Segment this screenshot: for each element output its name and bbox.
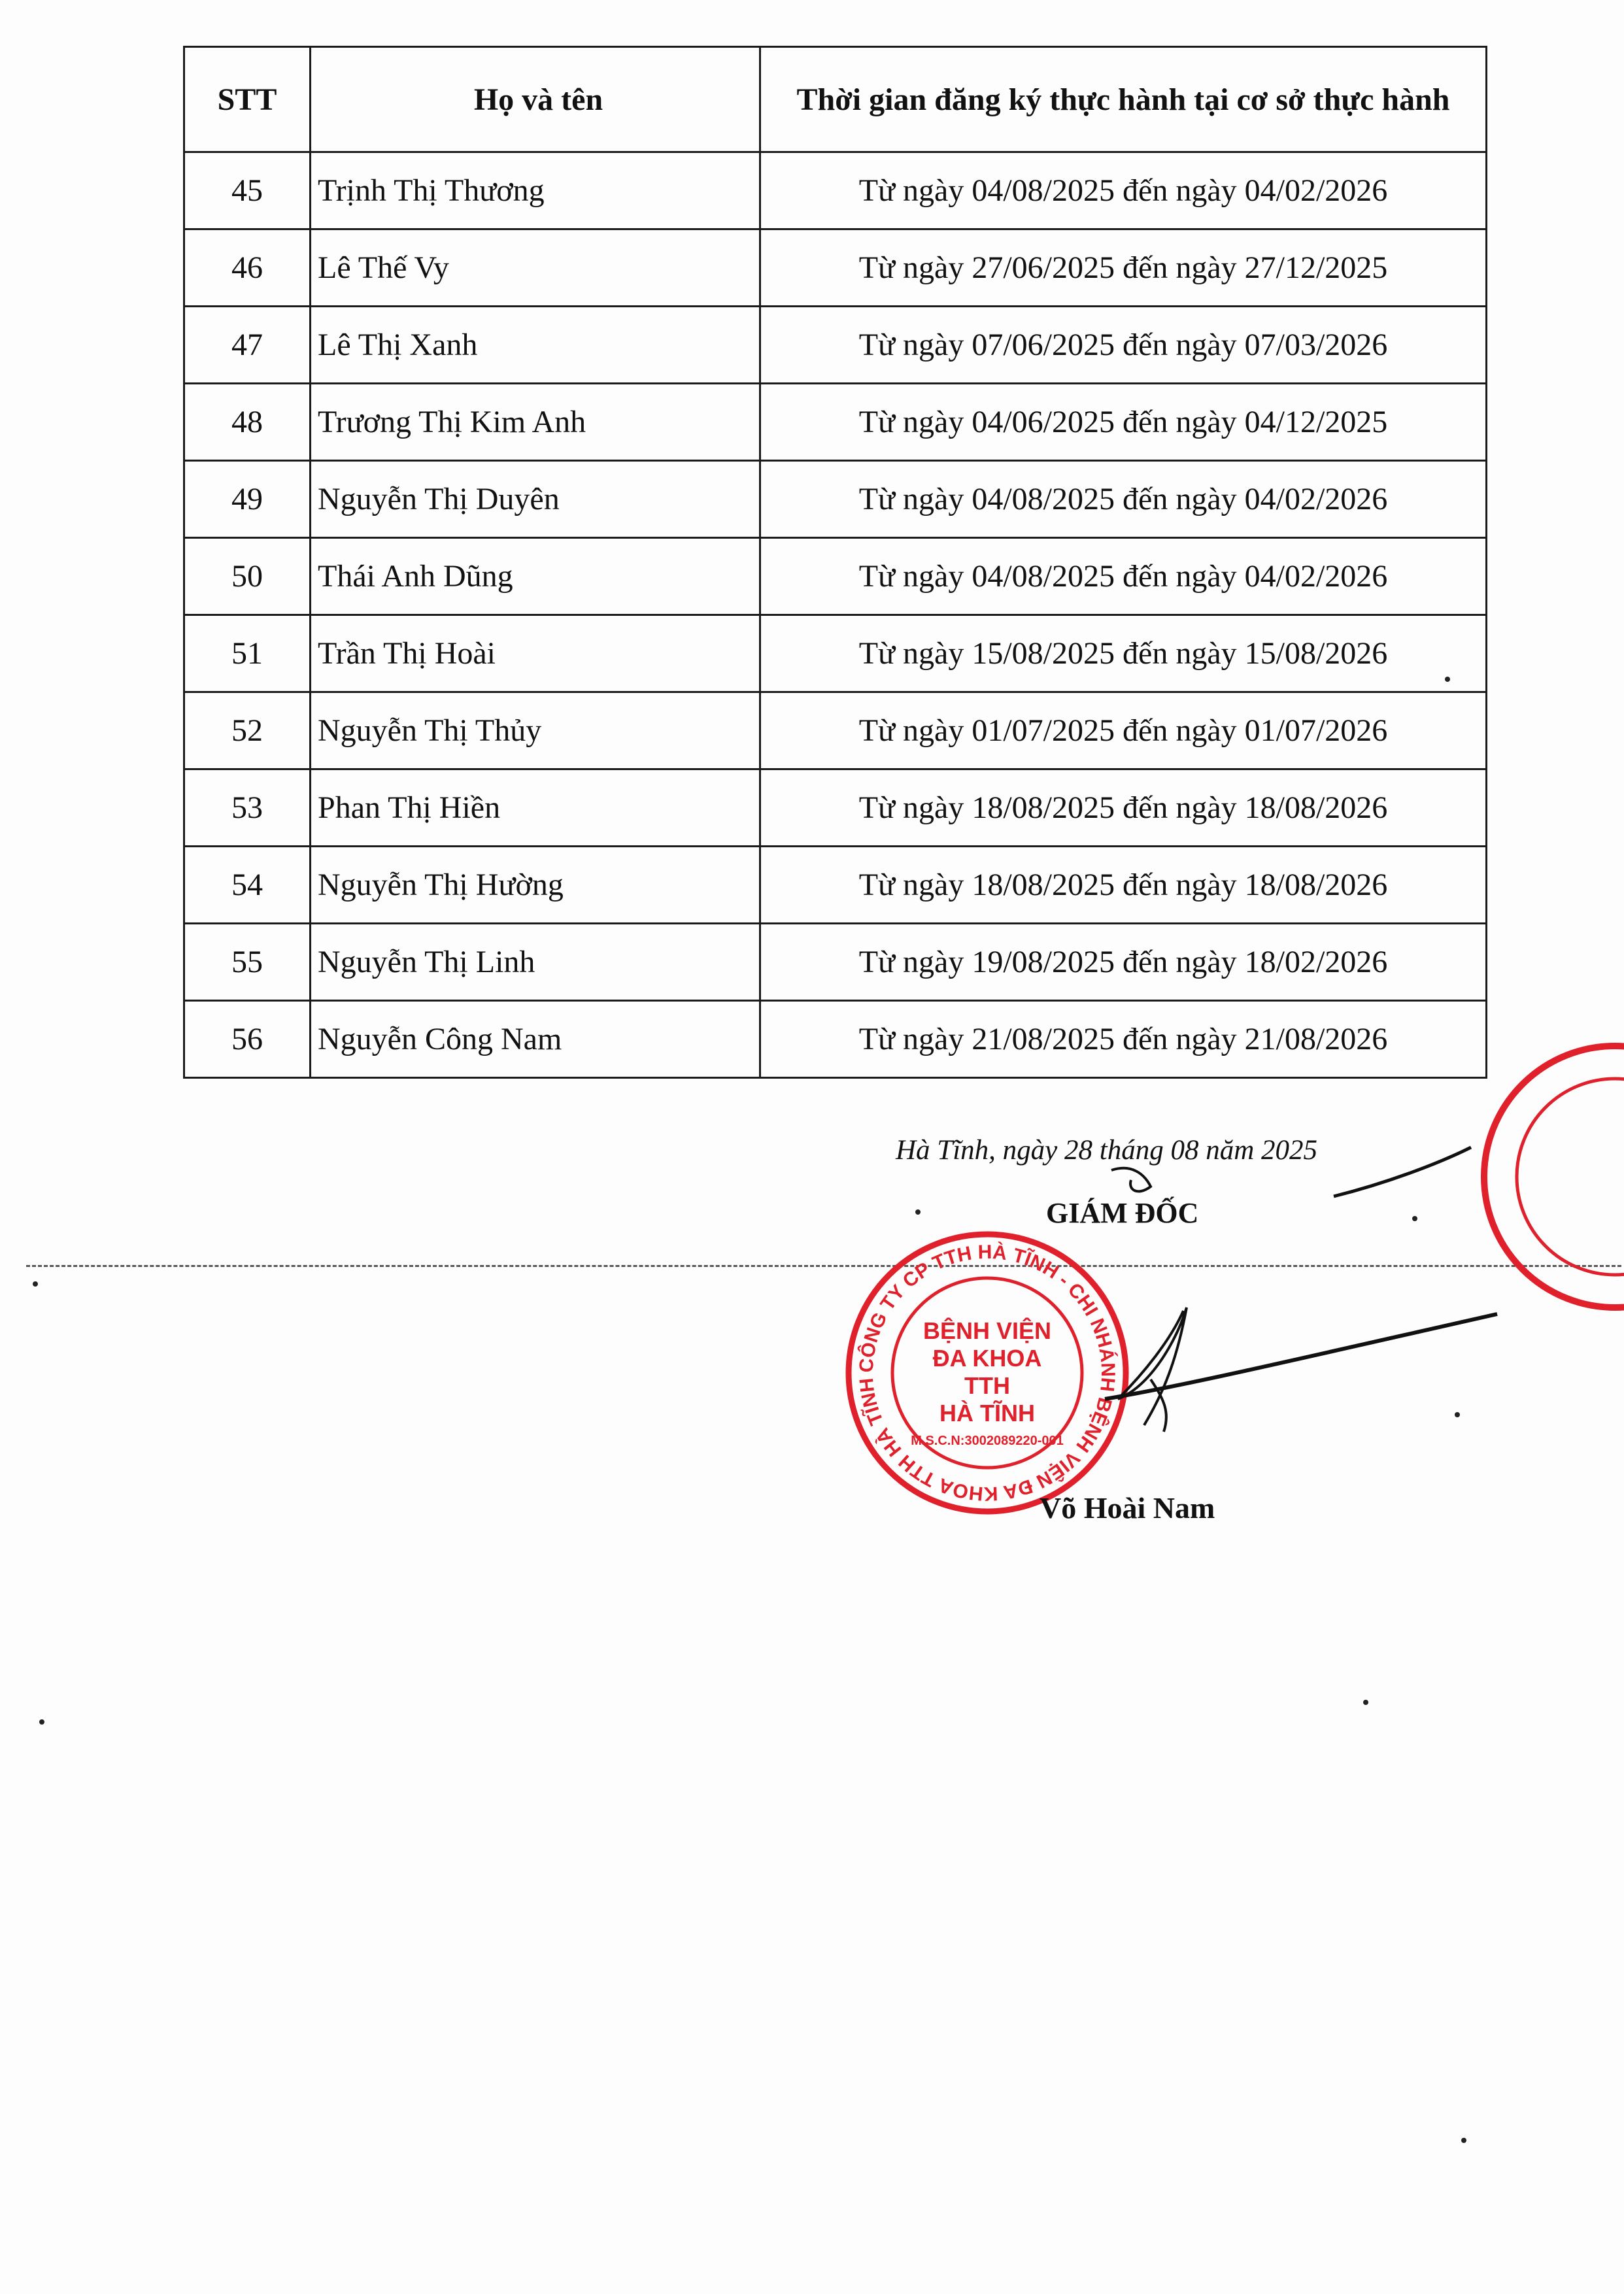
cell-time-range: Từ ngày 27/06/2025 đến ngày 27/12/2025 — [760, 229, 1487, 307]
scan-speck — [915, 1209, 921, 1215]
table-row — [184, 847, 1487, 924]
cell-stt: 53 — [184, 769, 311, 847]
cell-name: Lê Thế Vy — [311, 229, 760, 307]
table-row — [184, 1001, 1487, 1078]
cell-time-range: Từ ngày 04/06/2025 đến ngày 04/12/2025 — [760, 384, 1487, 461]
scan-speck — [1455, 1412, 1460, 1417]
scan-speck — [39, 1719, 44, 1725]
cell-time-range: Từ ngày 04/08/2025 đến ngày 04/02/2026 — [760, 461, 1487, 538]
cell-name: Nguyễn Thị Thủy — [311, 692, 760, 769]
cell-name: Nguyễn Thị Duyên — [311, 461, 760, 538]
cell-name: Lê Thị Xanh — [311, 307, 760, 384]
table-row — [184, 307, 1487, 384]
cell-time-range: Từ ngày 07/06/2025 đến ngày 07/03/2026 — [760, 307, 1487, 384]
header-time: Thời gian đăng ký thực hành tại cơ sở thực hành — [760, 47, 1487, 152]
cell-name: Trần Thị Hoài — [311, 615, 760, 692]
cell-name: Thái Anh Dũng — [311, 538, 760, 615]
cell-stt: 56 — [184, 1001, 311, 1078]
header-stt: STT — [184, 47, 311, 152]
cell-name: Trịnh Thị Thương — [311, 152, 760, 229]
cell-time-range: Từ ngày 18/08/2025 đến ngày 18/08/2026 — [760, 769, 1487, 847]
svg-text:BỆNH VIỆN: BỆNH VIỆN — [922, 1317, 1052, 1344]
cell-stt: 52 — [184, 692, 311, 769]
cell-name: Nguyễn Thị Hường — [311, 847, 760, 924]
table-row — [184, 692, 1487, 769]
table-row — [184, 538, 1487, 615]
cell-stt: 48 — [184, 384, 311, 461]
cell-stt: 51 — [184, 615, 311, 692]
cell-time-range: Từ ngày 19/08/2025 đến ngày 18/02/2026 — [760, 924, 1487, 1001]
cell-name: Nguyễn Thị Linh — [311, 924, 760, 1001]
cell-time-range: Từ ngày 04/08/2025 đến ngày 04/02/2026 — [760, 152, 1487, 229]
cell-stt: 49 — [184, 461, 311, 538]
cell-name: Phan Thị Hiền — [311, 769, 760, 847]
scan-speck — [1445, 677, 1450, 682]
cell-stt: 45 — [184, 152, 311, 229]
header-name: Họ và tên — [311, 47, 760, 152]
scan-speck — [1461, 2138, 1466, 2143]
cell-time-range: Từ ngày 18/08/2025 đến ngày 18/08/2026 — [760, 847, 1487, 924]
svg-text:CÔNG TY CP TTH HÀ TĨNH - CHI N: CÔNG TY CP TTH HÀ TĨNH - CHI NHÁNH BỆNH VIỆN ĐA KHOA TTH HÀ TĨNH — [855, 1241, 1119, 1505]
date-line: Hà Tĩnh, ngày 28 tháng 08 năm 2025 — [896, 1135, 1317, 1166]
cell-stt: 50 — [184, 538, 311, 615]
cell-time-range: Từ ngày 01/07/2025 đến ngày 01/07/2026 — [760, 692, 1487, 769]
svg-text:M.S.C.N:3002089220-001: M.S.C.N:3002089220-001 — [911, 1434, 1064, 1448]
table-row — [184, 461, 1487, 538]
cell-time-range: Từ ngày 04/08/2025 đến ngày 04/02/2026 — [760, 538, 1487, 615]
cell-time-range: Từ ngày 15/08/2025 đến ngày 15/08/2026 — [760, 615, 1487, 692]
svg-text:HÀ TĨNH: HÀ TĨNH — [939, 1400, 1035, 1426]
signer-name: Võ Hoài Nam — [1040, 1491, 1215, 1525]
table-row — [184, 384, 1487, 461]
scan-speck — [33, 1281, 38, 1287]
cell-stt: 47 — [184, 307, 311, 384]
table-row — [184, 615, 1487, 692]
scan-speck — [1412, 1216, 1417, 1221]
cell-name: Trương Thị Kim Anh — [311, 384, 760, 461]
scan-speck — [1363, 1700, 1368, 1705]
table-header-row — [184, 47, 1487, 152]
cell-stt: 54 — [184, 847, 311, 924]
cell-stt: 46 — [184, 229, 311, 307]
cell-stt: 55 — [184, 924, 311, 1001]
cell-time-range: Từ ngày 21/08/2025 đến ngày 21/08/2026 — [760, 1001, 1487, 1078]
svg-text:ĐA KHOA: ĐA KHOA — [932, 1345, 1042, 1372]
table-row — [184, 229, 1487, 307]
svg-text:TTH: TTH — [964, 1372, 1010, 1399]
handwritten-signature — [1020, 1124, 1543, 1491]
table-body — [184, 152, 1487, 1078]
practice-registration-table — [183, 46, 1487, 1079]
table-row — [184, 152, 1487, 229]
table-row — [184, 924, 1487, 1001]
cell-name: Nguyễn Công Nam — [311, 1001, 760, 1078]
table-row — [184, 769, 1487, 847]
signer-title: GIÁM ĐỐC — [1046, 1197, 1199, 1229]
